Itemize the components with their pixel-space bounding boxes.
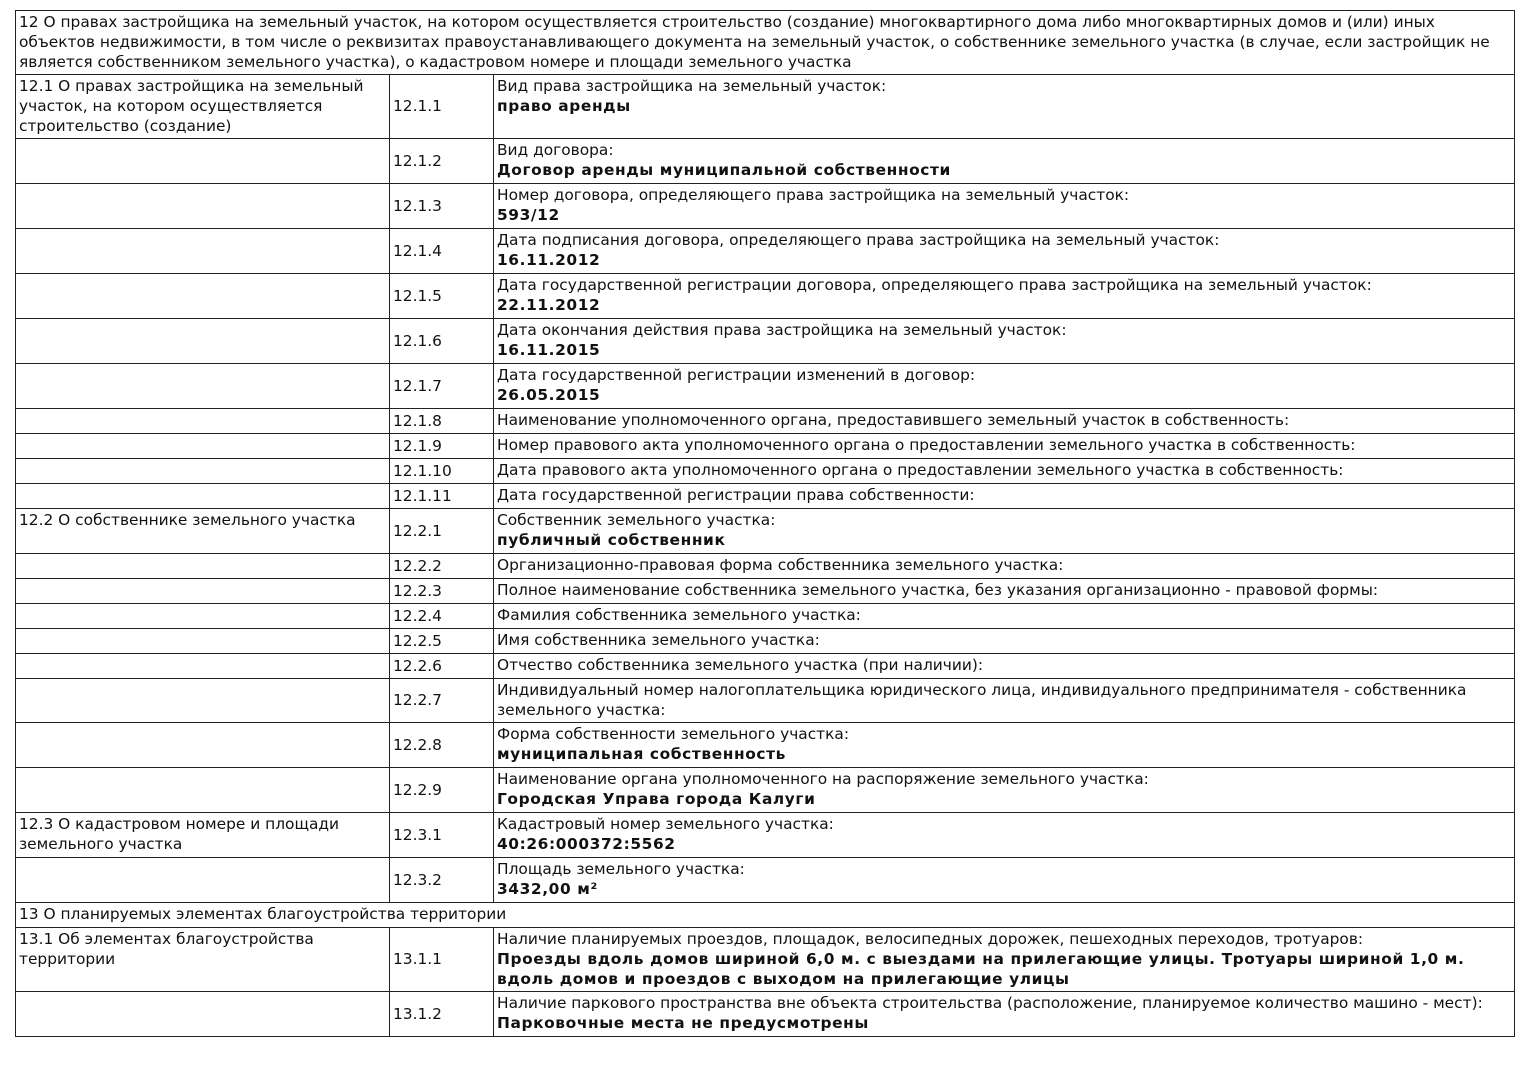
item-number: 12.1.1 [390,75,494,139]
item-label: Дата государственной регистрации договора, определяющего права застройщика на земельный участок: [497,276,1372,294]
item-value: право аренды [497,97,631,115]
item-number: 12.2.3 [390,579,494,604]
table-row [16,604,1515,629]
table-row [16,409,1515,434]
item-content [494,184,1515,229]
item-content [494,319,1515,364]
item-value: Городская Управа города Калуги [497,790,816,808]
group-cell [16,274,390,319]
item-value: 16.11.2015 [497,341,601,359]
item-label: Дата окончания действия права застройщика на земельный участок: [497,321,1067,339]
table-row [16,629,1515,654]
item-label: Наличие паркового пространства вне объекта строительства (расположение, планируемое количество машино - мест): [497,994,1483,1012]
item-value: 16.11.2012 [497,251,601,269]
item-content [494,274,1515,319]
item-number: 12.2.8 [390,723,494,768]
item-content [494,604,1515,629]
item-number: 12.1.8 [390,409,494,434]
item-label: Дата подписания договора, определяющего права застройщика на земельный участок: [497,231,1220,249]
item-number: 12.2.5 [390,629,494,654]
table-row [16,484,1515,509]
item-value: муниципальная собственность [497,745,786,763]
group-cell [16,579,390,604]
table-row [16,184,1515,229]
item-content [494,858,1515,903]
item-label: Дата государственной регистрации права собственности: [497,486,975,504]
item-number: 12.3.2 [390,858,494,903]
item-number: 12.1.10 [390,459,494,484]
item-number: 12.1.7 [390,364,494,409]
item-label: Площадь земельного участка: [497,860,745,878]
item-label: Наименование уполномоченного органа, предоставившего земельный участок в собственность: [497,411,1290,429]
item-content [494,813,1515,858]
item-label: Организационно-правовая форма собственника земельного участка: [497,556,1064,574]
table-row [16,459,1515,484]
table-row [16,509,1515,554]
item-content [494,139,1515,184]
group-cell [16,629,390,654]
group-cell [16,229,390,274]
group-cell [16,484,390,509]
item-label: Номер договора, определяющего права застройщика на земельный участок: [497,186,1130,204]
item-content [494,992,1515,1037]
table-row [16,654,1515,679]
item-content [494,409,1515,434]
item-label: Вид договора: [497,141,614,159]
item-content [494,579,1515,604]
table-row [16,579,1515,604]
table-row [16,992,1515,1037]
land-rights-table [15,10,1515,1037]
group-cell [16,434,390,459]
group-cell: 12.1 О правах застройщика на земельный участок, на котором осуществляется строительство (создание) [16,75,390,139]
table-row [16,274,1515,319]
item-label: Форма собственности земельного участка: [497,725,850,743]
table-row [16,434,1515,459]
item-number: 12.2.7 [390,679,494,723]
item-label: Вид права застройщика на земельный участок: [497,77,887,95]
item-content [494,654,1515,679]
item-label: Фамилия собственника земельного участка: [497,606,861,624]
group-cell [16,768,390,813]
item-content [494,679,1515,723]
item-number: 12.1.9 [390,434,494,459]
item-number: 12.2.6 [390,654,494,679]
item-label: Отчество собственника земельного участка (при наличии): [497,656,984,674]
group-cell [16,364,390,409]
group-cell [16,604,390,629]
item-label: Наличие планируемых проездов, площадок, велосипедных дорожек, пешеходных переходов, тротуаров: [497,930,1364,948]
group-cell [16,858,390,903]
item-content [494,768,1515,813]
item-number: 12.1.3 [390,184,494,229]
group-cell [16,654,390,679]
item-number: 12.1.6 [390,319,494,364]
table-row [16,813,1515,858]
item-number: 12.1.2 [390,139,494,184]
item-number: 12.2.9 [390,768,494,813]
group-cell [16,139,390,184]
group-cell [16,554,390,579]
table-row [16,679,1515,723]
item-value: публичный собственник [497,531,726,549]
item-number: 12.2.1 [390,509,494,554]
item-label: Наименование органа уполномоченного на распоряжение земельного участка: [497,770,1149,788]
group-cell [16,409,390,434]
item-number: 13.1.1 [390,928,494,992]
table-row [16,928,1515,992]
item-label: Полное наименование собственника земельного участка, без указания организационно - правовой формы: [497,581,1379,599]
item-label: Дата правового акта уполномоченного органа о предоставлении земельного участка в собственность: [497,461,1344,479]
table-row [16,364,1515,409]
section-13-title: 13 О планируемых элементах благоустройства территории [16,903,1515,928]
item-content [494,364,1515,409]
group-cell: 12.3 О кадастровом номере и площади земельного участка [16,813,390,858]
table-row [16,768,1515,813]
item-number: 13.1.2 [390,992,494,1037]
item-value: Парковочные места не предусмотрены [497,1014,869,1032]
section-12-header-row [16,11,1515,75]
item-value: 40:26:000372:5562 [497,835,676,853]
item-label: Кадастровый номер земельного участка: [497,815,834,833]
item-number: 12.2.2 [390,554,494,579]
item-label: Собственник земельного участка: [497,511,776,529]
item-value: Проезды вдоль домов шириной 6,0 м. с выездами на прилегающие улицы. Тротуары шириной 1,0 м. вдоль домов и проездов с выходом на прилегающие улицы [497,950,1465,988]
item-content [494,509,1515,554]
table-row [16,554,1515,579]
item-value: 26.05.2015 [497,386,601,404]
group-cell [16,679,390,723]
table-row [16,139,1515,184]
item-content [494,723,1515,768]
table-row [16,319,1515,364]
item-number: 12.1.11 [390,484,494,509]
item-value: Договор аренды муниципальной собственности [497,161,951,179]
item-content [494,629,1515,654]
item-value: 593/12 [497,206,560,224]
table-row [16,75,1515,139]
item-content [494,229,1515,274]
item-number: 12.2.4 [390,604,494,629]
item-content [494,459,1515,484]
section-12-title: 12 О правах застройщика на земельный участок, на котором осуществляется строительство (создание) многоквартирного дома либо многоквартирных домов и (или) иных объектов недвижимости, в том числе о реквизитах правоустанавливающего документа на земельный участок, о собственнике земельного участка (в случае, если застройщик не является собственником земельного участка), о кадастровом номере и площади земельного участка [16,11,1515,75]
item-value: 3432,00 м² [497,880,598,898]
item-content [494,928,1515,992]
group-cell [16,723,390,768]
item-content [494,75,1515,139]
table-row [16,858,1515,903]
group-cell: 13.1 Об элементах благоустройства территории [16,928,390,992]
item-content [494,434,1515,459]
section-13-header-row [16,903,1515,928]
group-cell [16,459,390,484]
table-row [16,229,1515,274]
item-value: 22.11.2012 [497,296,601,314]
item-number: 12.1.5 [390,274,494,319]
item-content [494,554,1515,579]
item-label: Имя собственника земельного участка: [497,631,820,649]
item-label: Номер правового акта уполномоченного органа о предоставлении земельного участка в собственность: [497,436,1356,454]
group-cell [16,992,390,1037]
item-label: Индивидуальный номер налогоплательщика юридического лица, индивидуального предпринимателя - собственника земельного участка: [497,681,1467,719]
group-cell [16,319,390,364]
table-row [16,723,1515,768]
group-cell: 12.2 О собственнике земельного участка [16,509,390,554]
item-label: Дата государственной регистрации изменений в договор: [497,366,976,384]
item-number: 12.3.1 [390,813,494,858]
item-number: 12.1.4 [390,229,494,274]
group-cell [16,184,390,229]
item-content [494,484,1515,509]
